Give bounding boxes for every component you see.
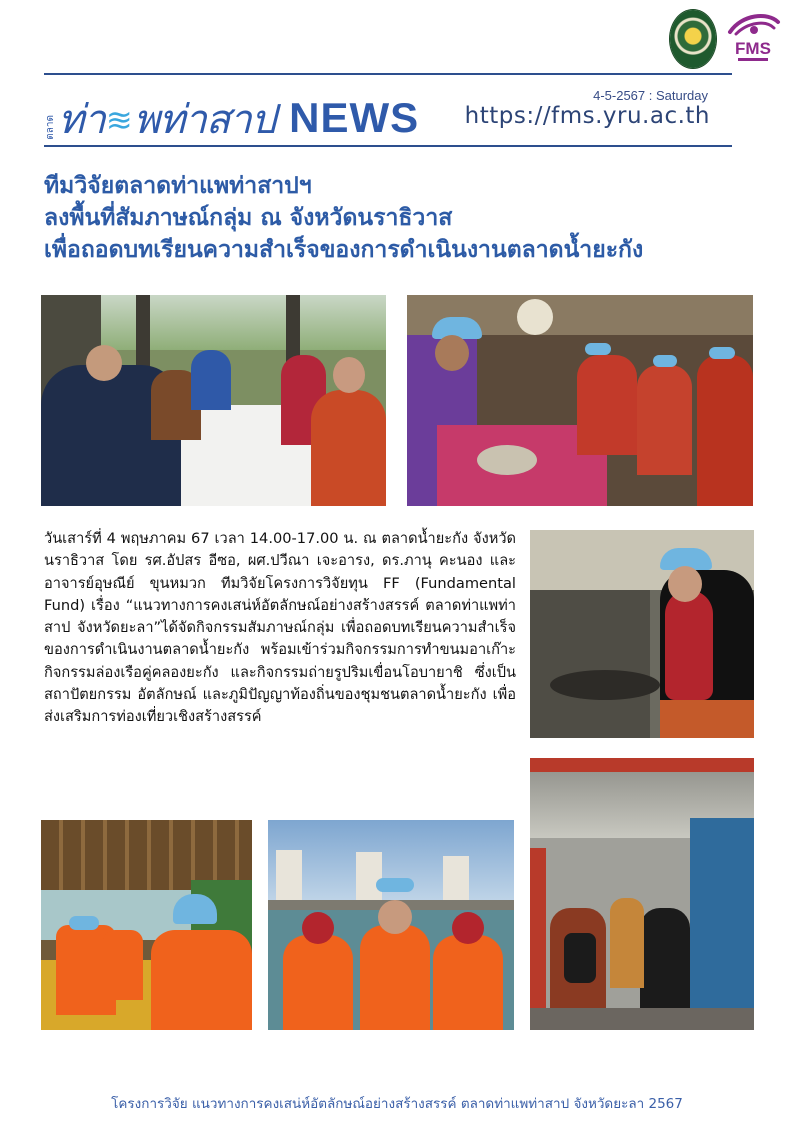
header-top-rule — [44, 73, 732, 75]
photo-market-walkway — [530, 758, 754, 1030]
brand-thai-right: พท่าสาป — [133, 97, 276, 143]
photo-making-dessert — [530, 530, 754, 738]
website-link[interactable]: https://fms.yru.ac.th — [464, 103, 710, 129]
fms-logo-text: FMS — [735, 39, 771, 58]
article-body: วันเสาร์ที่ 4 พฤษภาคม 67 เวลา 14.00-17.00 น. ณ ตลาดน้ำยะกัง จังหวัดนราธิวาส โดย รศ.อัปสร อีซอ, ผศ.ปวีณา เจะอารง, ดร.ภานุ คะนอง และอาจารย์อุษณีย์ ขุนหมวก ทีมวิจัยโครงการวิจัยทุน FF (Fundamental Fund) เรื่อง “แนวทางการคงเสน่ห์อัตลักษณ์อย่างสร้างสรรค์ ตลาดท่าแพท่าสาป จังหวัดยะลา”ได้จัดกิจกรรมสัมภาษณ์กลุ่ม เพื่อถอดบทเรียนความสำเร็จของการดำเนินงานตลาดน้ำยะกัง พร้อมเข้าร่วมกิจกรรมการทำขนมอาเก๊าะ กิจกรรมล่องเรือคู่คลองยะกัง และกิจกรรมถ่ายรูปริมเขื่อนโอบายาชิ ซึ่งเป็นสถาปัตยกรรม อัตลักษณ์ และภูมิปัญญาท้องถิ่นของชุมชนตลาดน้ำยะกัง เพื่อส่งเสริมการท่องเที่ยวเชิงสร้างสรรค์ — [44, 530, 516, 726]
footer-project-credit: โครงการวิจัย แนวทางการคงเสน่ห์อัตลักษณ์อย่างสร้างสรรค์ ตลาดท่าแพท่าสาป จังหวัดยะลา 2567 — [111, 1096, 683, 1112]
brand-thai-left: ท่า — [58, 97, 105, 143]
photo-obayashi-dam — [268, 820, 514, 1030]
header-bottom-rule — [44, 145, 732, 147]
brand-news-label: NEWS — [289, 94, 420, 141]
photo-focus-group-meeting — [41, 295, 386, 506]
university-seal-logo — [670, 10, 716, 68]
fms-logo — [724, 8, 782, 66]
wave-icon: ≋ — [105, 101, 133, 139]
newsletter-brand — [45, 86, 420, 143]
headline-line-2: ลงพื้นที่สัมภาษณ์กลุ่ม ณ จังหวัดนราธิวาส — [44, 205, 453, 231]
issue-date: 4-5-2567 : Saturday — [593, 88, 708, 103]
headline-line-3: เพื่อถอดบทเรียนความสำเร็จของการดำเนินงานตลาดน้ำยะกัง — [44, 237, 644, 263]
photo-boat-trip — [41, 820, 252, 1030]
brand-small-text: ตลาด — [45, 115, 56, 140]
headline — [44, 170, 764, 266]
headline-line-1: ทีมวิจัยตลาดท่าแพท่าสาปฯ — [44, 173, 312, 199]
photo-market-kitchen — [407, 295, 753, 506]
